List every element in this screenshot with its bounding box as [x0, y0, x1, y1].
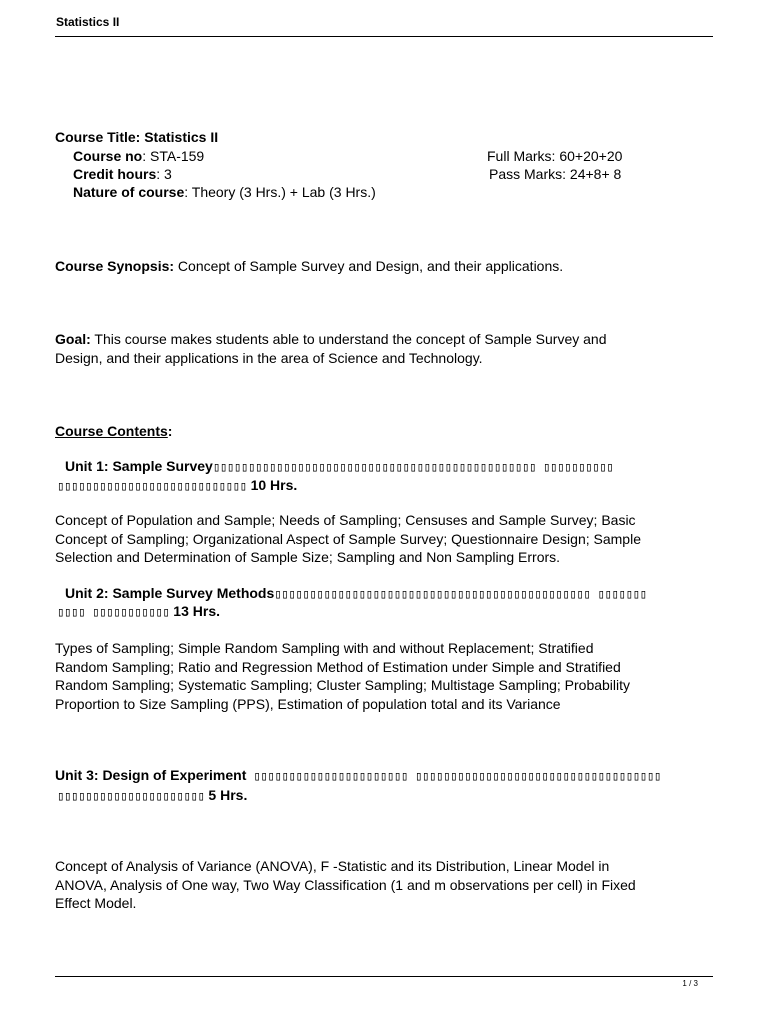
- page-header-title: Statistics II: [56, 15, 120, 29]
- unit-2-hours: 13 Hrs.: [169, 603, 221, 619]
- unit-2-hours-line: [57, 602, 220, 621]
- course-title: [55, 128, 218, 146]
- goal-paragraph: [55, 330, 607, 367]
- unit-1-hours-line: [57, 476, 297, 495]
- unit-3-heading: [55, 766, 661, 785]
- unit-1-hours: 10 Hrs.: [246, 477, 298, 493]
- synopsis-label: Course Synopsis:: [55, 258, 175, 274]
- header-rule: [55, 36, 713, 37]
- synopsis-text: Concept of Sample Survey and Design, and their applications.: [174, 258, 564, 274]
- course-contents-heading: [55, 422, 172, 440]
- course-contents-label: Course Contents: [55, 423, 168, 439]
- nature-label: Nature of course: [73, 184, 185, 200]
- nature-of-course: [73, 183, 376, 201]
- goal-line-1: This course makes students able to understand the concept of Sample Survey and: [90, 331, 607, 347]
- unit-1-description: [55, 511, 641, 567]
- unit-2-line: Random Sampling; Systematic Sampling; Cluster Sampling; Multistage Sampling; Probability: [55, 677, 631, 693]
- unit-1-line: Concept of Sampling; Organizational Aspect of Sample Survey; Questionnaire Design; Sample: [55, 530, 641, 547]
- unit-3-description: [55, 857, 636, 913]
- goal-line-2: Design, and their applications in the area of Science and Technology.: [55, 349, 483, 366]
- course-no: [73, 147, 204, 165]
- unit-1-glyph-fill: ▯▯▯▯▯▯▯▯▯▯▯▯▯▯▯▯▯▯▯▯▯▯▯▯▯▯▯▯▯▯▯▯▯▯▯▯▯▯▯▯▯▯▯▯▯▯ ▯▯▯▯▯▯▯▯▯▯: [212, 459, 614, 474]
- pass-marks: Pass Marks: 24+8+ 8: [489, 166, 622, 182]
- credit-hours-label: Credit hours: [73, 166, 157, 182]
- course-synopsis: [55, 257, 563, 275]
- unit-2-description: [55, 639, 630, 713]
- unit-1-heading: [65, 457, 613, 476]
- unit-3-hours: 5 Hrs.: [204, 787, 248, 803]
- footer-rule: [55, 976, 713, 977]
- course-no-label: Course no: [73, 148, 143, 164]
- unit-3-line: Concept of Analysis of Variance (ANOVA), F -Statistic and its Distribution, Linear Model in: [55, 858, 610, 874]
- unit-3-line: Effect Model.: [55, 895, 137, 911]
- unit-1-line: Selection and Determination of Sample Size; Sampling and Non Sampling Errors.: [55, 549, 561, 565]
- unit-2-title: Unit 2: Sample Survey Methods: [65, 585, 275, 601]
- course-contents-colon: :: [167, 423, 173, 439]
- course-no-value: : STA-159: [142, 148, 205, 164]
- unit-2-line: Proportion to Size Sampling (PPS), Estimation of population total and its Variance: [55, 695, 561, 712]
- credit-hours: [73, 165, 172, 183]
- unit-3-glyph-fill-2: ▯▯▯▯▯▯▯▯▯▯▯▯▯▯▯▯▯▯▯▯▯: [57, 788, 205, 803]
- unit-1-glyph-fill-2: ▯▯▯▯▯▯▯▯▯▯▯▯▯▯▯▯▯▯▯▯▯▯▯▯▯▯▯: [57, 478, 247, 493]
- goal-label: Goal:: [55, 331, 91, 347]
- unit-2-line: Types of Sampling; Simple Random Sampling with and without Replacement; Stratified: [55, 640, 594, 656]
- credit-hours-value: : 3: [156, 166, 172, 182]
- unit-2-glyph-fill-2: ▯▯▯▯ ▯▯▯▯▯▯▯▯▯▯▯: [57, 604, 170, 619]
- full-marks: Full Marks: 60+20+20: [487, 148, 623, 164]
- unit-1-line: Concept of Population and Sample; Needs of Sampling; Censuses and Sample Survey; Basic: [55, 512, 636, 528]
- unit-3-glyph-fill: ▯▯▯▯▯▯▯▯▯▯▯▯▯▯▯▯▯▯▯▯▯▯ ▯▯▯▯▯▯▯▯▯▯▯▯▯▯▯▯▯▯▯▯▯▯▯▯▯▯▯▯▯▯▯▯▯▯▯: [246, 768, 661, 783]
- unit-3-line: ANOVA, Analysis of One way, Two Way Classification (1 and m observations per cell) in Fixed: [55, 876, 636, 893]
- unit-2-line: Random Sampling; Ratio and Regression Method of Estimation under Simple and Stratified: [55, 658, 621, 675]
- unit-3-hours-line: [57, 786, 247, 805]
- nature-value: : Theory (3 Hrs.) + Lab (3 Hrs.): [184, 184, 376, 200]
- unit-3-title: Unit 3: Design of Experiment: [55, 767, 247, 783]
- unit-1-title: Unit 1: Sample Survey: [65, 458, 213, 474]
- course-title-value: Statistics II: [144, 129, 219, 145]
- unit-2-heading: [65, 584, 647, 603]
- course-title-label: Course Title:: [55, 129, 141, 145]
- unit-2-glyph-fill: ▯▯▯▯▯▯▯▯▯▯▯▯▯▯▯▯▯▯▯▯▯▯▯▯▯▯▯▯▯▯▯▯▯▯▯▯▯▯▯▯▯▯▯▯▯ ▯▯▯▯▯▯▯: [274, 586, 647, 601]
- page-number: 1 / 3: [682, 979, 698, 988]
